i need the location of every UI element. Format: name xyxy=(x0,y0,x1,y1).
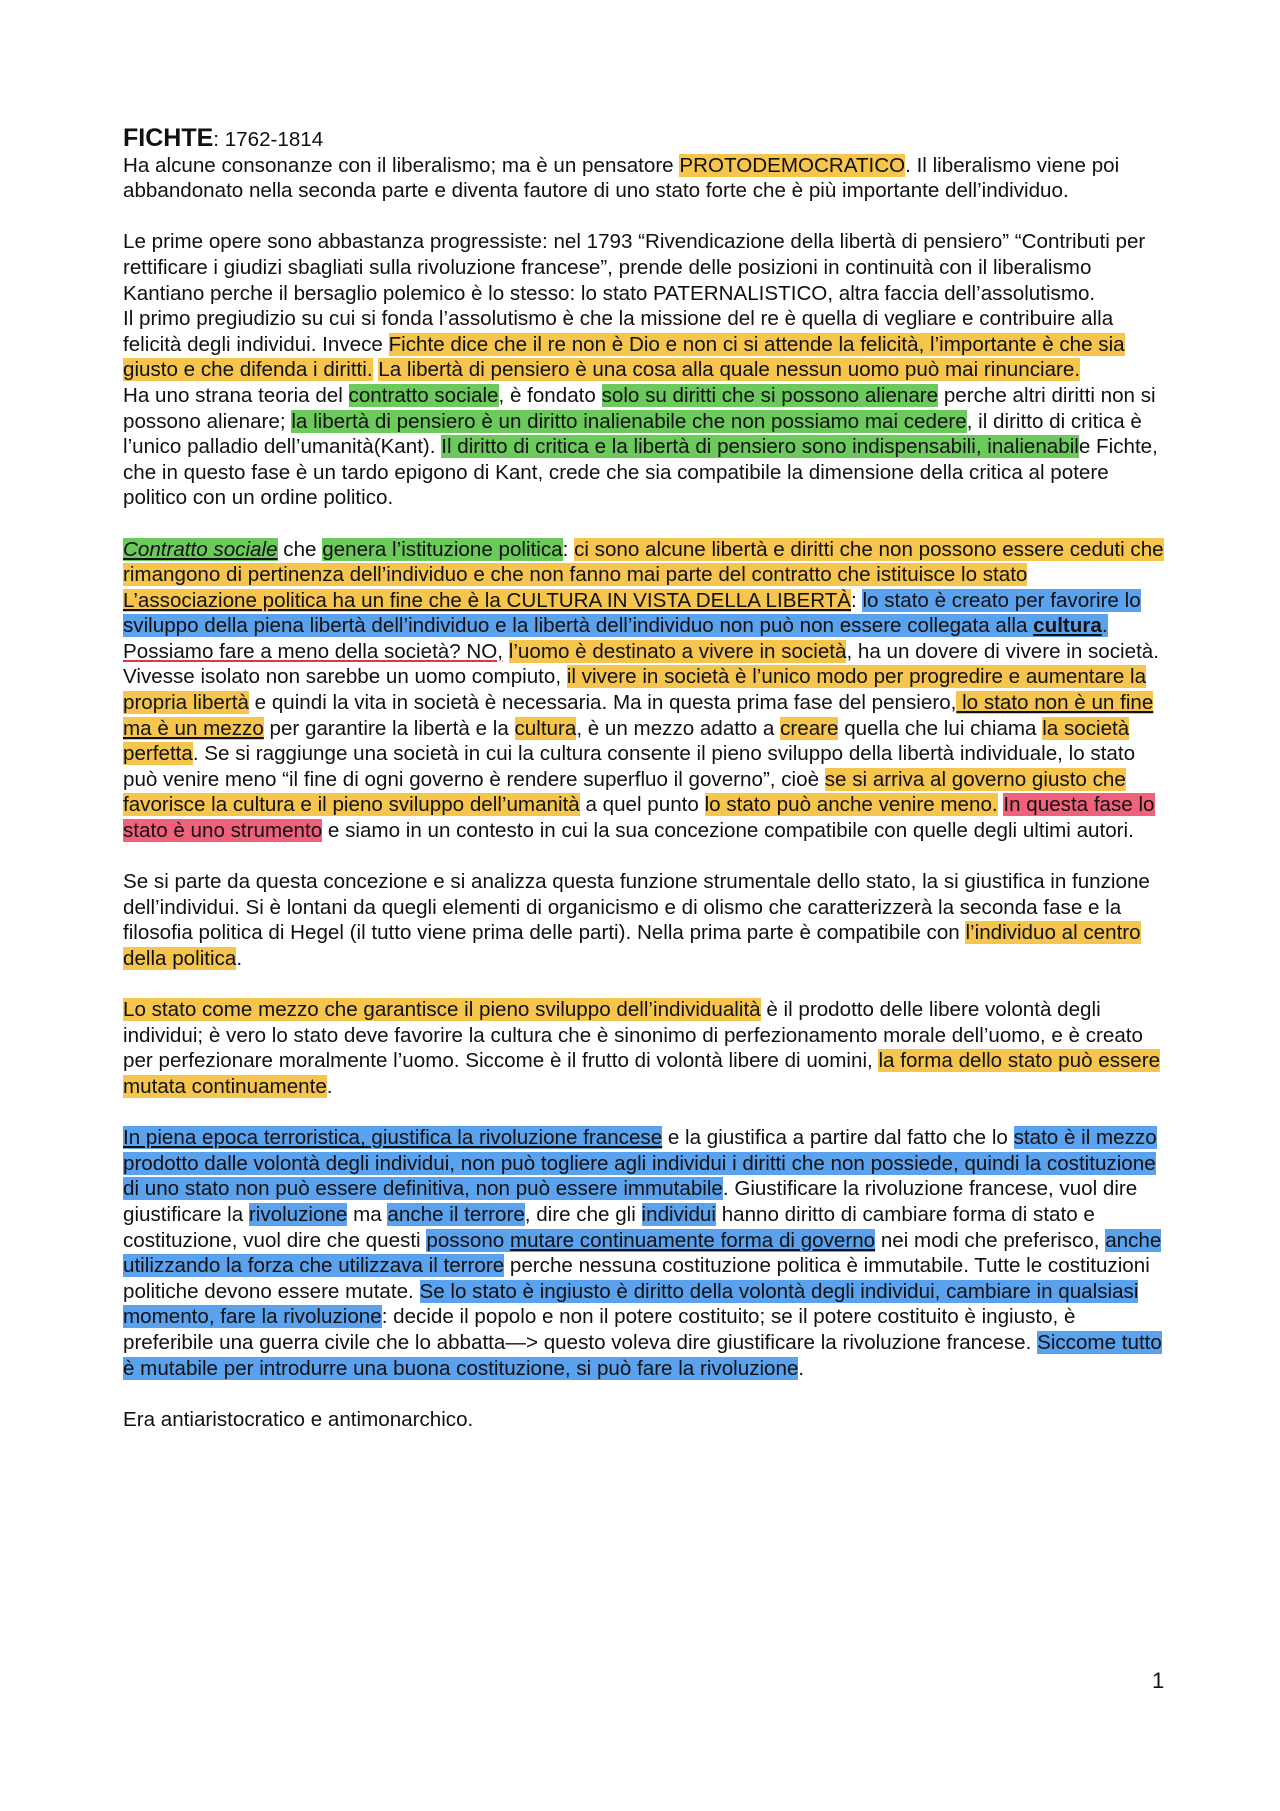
highlight-blue: anche il terrore xyxy=(387,1202,525,1226)
text-run: Ha alcune consonanze con il liberalismo; ma è un pensatore xyxy=(123,153,680,177)
paragraph-gap xyxy=(123,511,1168,537)
paragraph-stato-mezzo xyxy=(123,997,1168,1099)
highlight-blue: Siccome tutto è mutabile per introdurre una buona costituzione, si può fare la rivoluzione xyxy=(123,1330,1162,1380)
document-page xyxy=(123,126,1168,1432)
text-run: . xyxy=(326,1074,333,1098)
text-run: per garantire la libertà e la xyxy=(263,716,515,740)
text-run: Ha uno strana teoria del xyxy=(123,383,349,407)
text-run: , è fondato xyxy=(498,383,602,407)
page-number: 1 xyxy=(1152,1668,1165,1693)
text-run: nei modi che preferisco, xyxy=(875,1228,1106,1252)
text-run: Se si parte da questa concezione e si analizza questa funzione strumentale dello stato, la si giustifica in funzione dell’individui. Si è lontani da quegli elementi di organicismo e di olismo che caratterizzerà la seconda fase e la filosofia politica di Hegel (il tutto viene prima delle parti). Nella prima parte è compatibile con xyxy=(123,870,1150,945)
highlight-green: contratto sociale xyxy=(348,383,499,407)
paragraph-concezione xyxy=(123,869,1168,971)
highlight-orange: la società perfetta xyxy=(123,716,1130,766)
document-heading xyxy=(123,126,1168,153)
highlight-green: Il diritto di critica e la libertà di pensiero sono indispensabili, inalienabil xyxy=(441,435,1079,459)
text-run: , dire che gli xyxy=(524,1202,642,1226)
text-run: . xyxy=(798,1356,805,1380)
text-run: ma xyxy=(347,1202,388,1226)
text-run: : decide il popolo e non il potere costituito; se il potere costituito è ingiusto, è preferibile una guerra civile che lo abbatta—> questo voleva dire giustificare la rivoluzione francese. xyxy=(123,1305,1076,1354)
highlight-green: Contratto sociale xyxy=(123,537,278,561)
highlight-orange: il vivere in società è l’unico modo per progredire e aumentare la propria libertà xyxy=(123,665,1147,715)
heading-title: FICHTE xyxy=(123,124,214,152)
text-run: quella che lui chiama xyxy=(838,716,1043,740)
highlight-orange: La libertà di pensiero è una cosa alla quale nessun uomo può mai rinunciare. xyxy=(378,358,1081,382)
text-run: e Fichte, che in questo fase è un tardo epigono di Kant, crede che sia compatibile la dimensione della critica al potere politico con un ordine politico. xyxy=(123,435,1158,510)
text-run: a quel punto xyxy=(579,793,705,817)
text-run: che xyxy=(277,537,323,561)
text-run: : xyxy=(851,588,863,612)
highlight-orange: L’associazione politica ha un fine che è la CULTURA IN VISTA DELLA LIBERTÀ xyxy=(123,588,852,612)
text-run: hanno diritto di cambiare forma di stato e costituzione, vuol dire che questi xyxy=(123,1202,1095,1252)
highlight-orange: se si arriva al governo giusto che favorisce la cultura e il pieno sviluppo dell’umanità xyxy=(123,767,1126,817)
highlight-blue: stato è il mezzo prodotto dalle volontà degli individui, non può togliere agli individui i diritti che non possiede, quindi la costituzione di uno stato non può essere definitiva, non può essere immutabile xyxy=(123,1126,1157,1201)
text-run: : xyxy=(562,537,575,561)
paragraph-gap xyxy=(123,1100,1168,1126)
text-run: perche nessuna costituzione politica è immutabile. Tutte le costituzioni politiche devono essere mutate. xyxy=(123,1254,1150,1303)
highlight-orange: lo stato non è un fine ma è un mezzo xyxy=(123,691,1154,740)
text-run: Il primo pregiudizio su cui si fonda l’assolutismo è che la missione del re è quella di vegliare e contribuire alla felicità degli individui. Invece xyxy=(123,307,1114,356)
highlight-orange: l’individuo al centro della politica xyxy=(123,921,1141,970)
paragraph-gap xyxy=(123,972,1168,998)
text-run: perche altri diritti non si possono alienare; xyxy=(123,383,1156,433)
text-run: , il diritto di critica è l’unico palladio dell’umanità(Kant). xyxy=(123,409,1142,459)
text-run: . xyxy=(236,947,243,970)
highlight-blue: mutare continuamente forma di governo xyxy=(509,1228,876,1252)
paragraph-social-contract-theory xyxy=(123,383,1168,511)
text-run: , è un mezzo adatto a xyxy=(576,716,781,740)
text-run: Le prime opere sono abbastanza progressiste: nel 1793 “Rivendicazione della libertà di pensiero” “Contributi per rettificare i giudizi sbagliati sulla rivoluzione francese”, prende delle posizioni in continuità con il liberalismo Kantiano perche il bersaglio polemico è lo stesso: lo stato PATERNALISTICO, altra faccia dell’assolutismo. xyxy=(123,230,1146,305)
text-run: è il prodotto delle libere volontà degli individui; è vero lo stato deve favorire la cultura che è sinonimo di perfezionamento morale dell’uomo, e è creato per perfezionare moralmente l’uomo. Siccome è il frutto di volontà libere di uomini, xyxy=(123,998,1143,1073)
highlight-orange: ci sono alcune libertà e diritti che non possono essere ceduti che rimangono di pertinenza dell’individuo e che non fanno mai parte del contratto che istituisce lo stato xyxy=(123,537,1164,587)
highlight-blue: anche utilizzando la forza che utilizzava il terrore xyxy=(123,1228,1162,1278)
highlight-green: la libertà di pensiero è un diritto inalienabile che non possiamo mai cedere xyxy=(291,409,967,433)
highlight-blue: In piena epoca terroristica, giustifica la rivoluzione francese xyxy=(123,1126,663,1150)
highlight-blue: . xyxy=(1101,614,1108,638)
text-run: , ha un dovere di vivere in società. Vivesse isolato non sarebbe un uomo compiuto, xyxy=(123,639,1159,689)
paragraph-associazione-politica xyxy=(123,588,1168,639)
text-run: e quindi la vita in società è necessaria. Ma in questa prima fase del pensiero, xyxy=(248,691,957,715)
highlight-orange: PROTODEMOCRATICO xyxy=(679,153,906,177)
highlight-pink: In questa fase lo stato è uno strumento xyxy=(123,793,1155,843)
highlight-blue: individui xyxy=(641,1202,716,1226)
paragraph-gap xyxy=(123,1381,1168,1407)
paragraph-intro xyxy=(123,153,1168,204)
highlight-orange: l’uomo è destinato a vivere in società xyxy=(508,639,847,663)
highlight-blue: lo stato è creato per favorire lo sviluppo della piena libertà dell’individuo e la libertà dell’individuo non può non essere collegata alla xyxy=(123,588,1141,638)
paragraph-early-works xyxy=(123,229,1168,306)
highlight-orange: lo stato può anche venire meno. xyxy=(704,793,998,817)
paragraph-conclusion xyxy=(123,1407,1168,1433)
highlight-blue: Se lo stato è ingiusto è diritto della volontà degli individui, cambiare in qualsiasi momento, fare la rivoluzione xyxy=(123,1279,1139,1329)
paragraph-rivoluzione xyxy=(123,1125,1168,1381)
text-run: Possiamo fare a meno della società? NO, xyxy=(123,639,504,663)
highlight-orange: Lo stato come mezzo che garantisce il pieno sviluppo dell’individualità xyxy=(123,998,761,1022)
text-run: Era antiaristocratico e antimonarchico. xyxy=(123,1407,474,1431)
text-run: e siamo in un contesto in cui la sua concezione compatibile con quelle degli ultimi autori. xyxy=(322,819,1134,843)
paragraph-gap xyxy=(123,204,1168,230)
highlight-green: solo su diritti che si possono alienare xyxy=(601,383,939,407)
highlight-orange: la forma dello stato può essere mutata continuamente xyxy=(123,1049,1161,1098)
text-run: . Giustificare la rivoluzione francese, vuol dire giustificare la xyxy=(123,1177,1138,1226)
highlight-orange: creare xyxy=(780,716,839,740)
paragraph-contratto-sociale xyxy=(123,537,1168,588)
paragraph-prejudice xyxy=(123,306,1168,383)
text-run xyxy=(503,640,509,663)
highlight-blue: rivoluzione xyxy=(248,1202,348,1226)
paragraph-gap xyxy=(123,844,1168,870)
paragraph-societa xyxy=(123,639,1168,844)
highlight-orange: cultura xyxy=(514,716,577,740)
highlight-green: genera l’istituzione politica xyxy=(322,537,563,561)
highlight-blue: possono xyxy=(426,1228,510,1252)
text-run: . Il liberalismo viene poi abbandonato nella seconda parte e diventa fautore di uno stato forte che è più importante dell’individuo. xyxy=(123,153,1120,203)
highlight-blue: cultura xyxy=(1033,614,1102,638)
highlight-orange: Fichte dice che il re non è Dio e non ci si attende la felicità, l’importante è che sia giusto e che difenda i diritti. xyxy=(123,332,1125,382)
text-run: . Se si raggiunge una società in cui la cultura consente il pieno sviluppo della libertà individuale, lo stato può venire meno “il fine di ogni governo è rendere superfluo il governo”, cioè xyxy=(123,742,1136,791)
heading-dates: : 1762-1814 xyxy=(213,128,324,151)
text-run: e la giustifica a partire dal fatto che lo xyxy=(662,1126,1014,1150)
